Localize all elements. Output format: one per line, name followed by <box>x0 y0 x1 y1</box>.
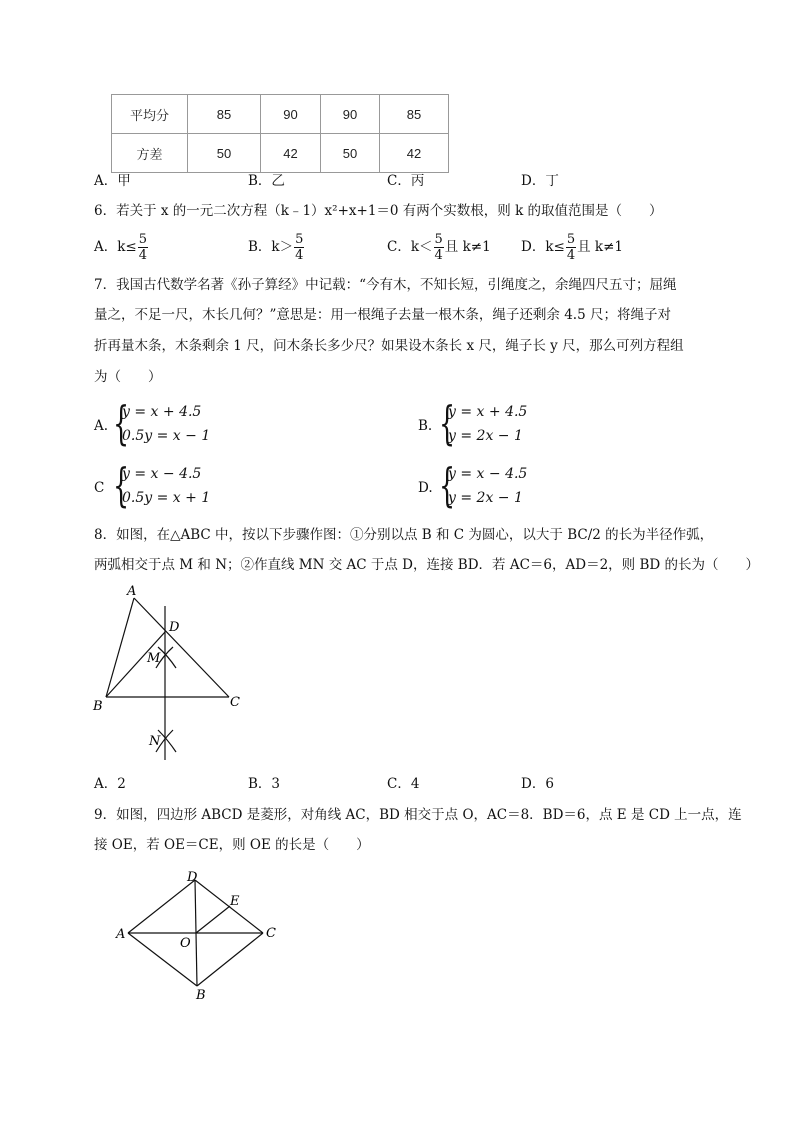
q8-option-a: A．2 <box>94 776 126 792</box>
table-cell: 90 <box>261 95 321 134</box>
numerator: 5 <box>434 232 443 247</box>
q9-line-2: 接 OE，若 OE＝CE，则 OE 的长是（ ） <box>94 837 370 853</box>
table-row-label: 平均分 <box>112 95 188 134</box>
label-d: D <box>187 870 198 885</box>
table-cell: 42 <box>261 134 321 173</box>
table-cell: 85 <box>380 95 449 134</box>
table-cell: 85 <box>188 95 261 134</box>
q6-question: 6．若关于 x 的一元二次方程（k﹣1）x²+x+1＝0 有两个实数根，则 k 的取值范围是（ ） <box>94 203 663 219</box>
q7-option-c-eq1: y = x − 4.5 <box>122 466 202 482</box>
brace-icon: { <box>113 396 130 450</box>
option-suffix: 且 k≠1 <box>577 239 623 255</box>
q7-option-c-label: C <box>94 480 105 496</box>
label-n: N <box>149 734 161 749</box>
label-o: O <box>180 936 191 951</box>
denominator: 4 <box>138 248 148 263</box>
q7-line-3: 折再量木条，木条剩余 1 尺，问木条长多少尺？如果设木条长 x 尺，绳子长 y 尺，那么可列方程组 <box>94 338 684 354</box>
brace-icon: { <box>113 458 130 512</box>
label-c: C <box>266 926 276 941</box>
q7-line-2: 量之，不足一尺，木长几何？”意思是：用一根绳子去量一根木条，绳子还剩余 4.5 尺；将绳子对 <box>94 307 671 323</box>
q7-line-1: 7．我国古代数学名著《孙子算经》中记载：“今有木，不知长短，引绳度之，余绳四尺五寸；屈绳 <box>94 277 677 293</box>
brace-icon: { <box>439 458 456 512</box>
table-cell: 50 <box>188 134 261 173</box>
q8-option-c: C．4 <box>387 776 420 792</box>
option-prefix: C．k＜ <box>387 239 433 255</box>
segment-ac <box>134 598 229 697</box>
label-d: D <box>169 620 180 635</box>
table-cell: 90 <box>321 95 380 134</box>
numerator: 5 <box>295 232 304 247</box>
q7-option-a-eq2: 0.5y = x − 1 <box>122 428 211 444</box>
q7-option-b-eq2: y = 2x − 1 <box>448 428 523 444</box>
q7-option-d-label: D. <box>418 480 433 496</box>
q7-option-d-eq2: y = 2x − 1 <box>448 490 523 506</box>
segment-cb <box>197 933 263 986</box>
q7-option-a-eq1: y = x + 4.5 <box>122 404 202 420</box>
q7-line-4: 为（ ） <box>94 369 162 385</box>
q8-option-d: D．6 <box>521 776 554 792</box>
label-b: B <box>196 988 206 1003</box>
label-a: A <box>127 584 137 599</box>
arc-mark <box>158 730 176 752</box>
label-m: M <box>147 651 161 666</box>
label-a: A <box>116 927 126 942</box>
numerator: 5 <box>566 232 576 247</box>
q5-option-c: C．丙 <box>387 173 425 189</box>
option-prefix: A．k≤ <box>94 239 137 255</box>
option-prefix: B．k＞ <box>248 239 294 255</box>
segment-oe <box>196 906 230 933</box>
denominator: 4 <box>434 248 443 263</box>
arc-mark <box>158 647 176 668</box>
label-e: E <box>230 894 240 909</box>
numerator: 5 <box>138 232 148 247</box>
q7-option-a-label: A. <box>94 418 109 434</box>
table-row-label: 方差 <box>112 134 188 173</box>
label-c: C <box>230 695 240 710</box>
q8-line-1: 8．如图，在△ABC 中，按以下步骤作图：①分别以点 B 和 C 为圆心，以大于 BC/2 的长为半径作弧， <box>94 527 714 543</box>
label-b: B <box>93 699 103 714</box>
q7-option-b-eq1: y = x + 4.5 <box>448 404 528 420</box>
q7-option-d-eq1: y = x − 4.5 <box>448 466 528 482</box>
denominator: 4 <box>566 248 576 263</box>
q8-option-b: B．3 <box>248 776 281 792</box>
table-cell: 42 <box>380 134 449 173</box>
q9-line-1: 9．如图，四边形 ABCD 是菱形，对角线 AC，BD 相交于点 O，AC＝8．BD＝6，点 E 是 CD 上一点，连 <box>94 807 742 823</box>
q5-option-b: B．乙 <box>248 173 285 189</box>
brace-icon: { <box>439 396 456 450</box>
q5-option-a: A．甲 <box>94 173 131 189</box>
option-suffix: 且 k≠1 <box>444 239 491 255</box>
option-prefix: D．k≤ <box>521 239 565 255</box>
denominator: 4 <box>295 248 304 263</box>
segment-ad <box>128 880 195 933</box>
q5-option-d: D．丁 <box>521 173 559 189</box>
q8-line-2: 两弧相交于点 M 和 N；②作直线 MN 交 AC 于点 D，连接 BD．若 AC＝6，AD＝2，则 BD 的长为（ ） <box>94 557 759 573</box>
table-cell: 50 <box>321 134 380 173</box>
q7-option-c-eq2: 0.5y = x + 1 <box>122 490 211 506</box>
q7-option-b-label: B. <box>418 418 433 434</box>
